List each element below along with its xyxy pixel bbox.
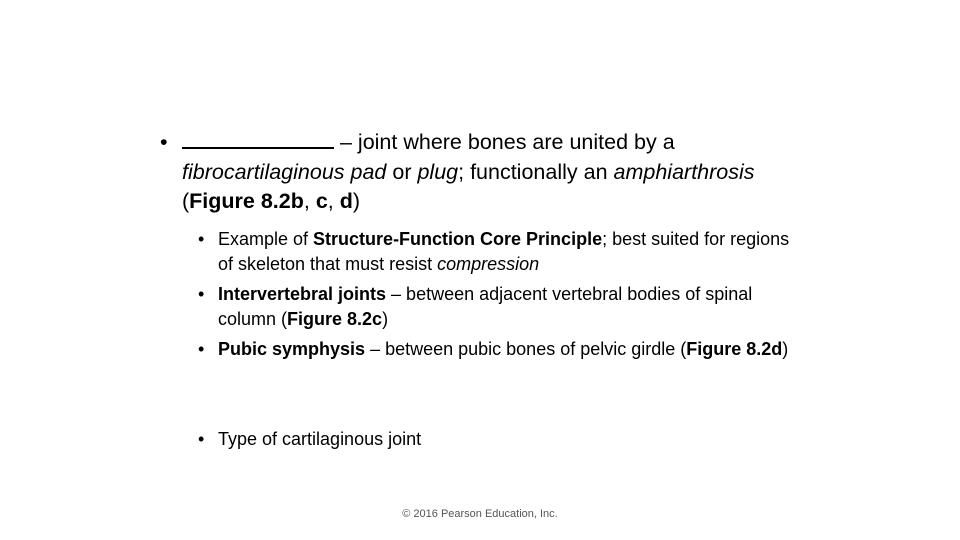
- list-item: [198, 337, 798, 362]
- paren-close: ): [382, 308, 389, 329]
- item-pre-text: Example of: [218, 229, 314, 249]
- paren-close: ): [782, 339, 789, 359]
- figure-ref: Figure 8.2c: [287, 308, 383, 329]
- bullet-icon: •: [198, 229, 205, 249]
- main-bullet: [160, 128, 760, 217]
- item-italic-term: compression: [437, 253, 540, 274]
- paren-open: (: [182, 189, 190, 213]
- item-post-text: ; best suited for regions of skeleton that must resist: [218, 229, 790, 274]
- main-bullet-text: [182, 128, 760, 217]
- sub-bullet-list-2: [198, 427, 798, 458]
- item-post-text: – between pubic bones of pelvic girdle (: [365, 339, 687, 359]
- comma-1: ,: [303, 189, 316, 213]
- text-functionally: ; functionally an: [458, 159, 608, 184]
- list-item: [198, 427, 798, 452]
- figure-ref: Figure 8.2b: [189, 189, 304, 213]
- sub-bullet-list: [198, 227, 798, 368]
- item-bold-term: Structure-Function Core Principle: [313, 229, 603, 249]
- paren-close: ): [352, 189, 361, 213]
- item-bold-term: Pubic symphysis: [218, 339, 366, 359]
- term-amphiarthrosis: amphiarthrosis: [613, 159, 755, 184]
- item-bold-term: Intervertebral joints: [218, 284, 387, 304]
- item-post-text: – between adjacent vertebral bodies of spinal column (: [218, 284, 753, 329]
- main-dash-text: – joint where bones are united by a: [339, 130, 675, 154]
- figure-ref-d: d: [339, 189, 353, 213]
- copyright-footer: © 2016 Pearson Education, Inc.: [402, 508, 558, 520]
- term-fibrocartilaginous: fibrocartilaginous pad: [182, 159, 387, 184]
- figure-ref: Figure 8.2d: [686, 339, 783, 359]
- bullet-icon: •: [198, 284, 205, 304]
- term-plug: plug: [417, 159, 459, 184]
- bullet-icon: •: [160, 130, 168, 154]
- bullet-icon: •: [198, 429, 205, 449]
- figure-ref-c: c: [315, 189, 328, 213]
- item-text: Type of cartilaginous joint: [218, 429, 422, 449]
- fill-in-blank: [182, 128, 334, 149]
- comma-2: ,: [327, 189, 340, 213]
- bullet-icon: •: [198, 339, 205, 359]
- text-or: or: [386, 159, 418, 184]
- list-item: [198, 227, 798, 276]
- list-item: [198, 282, 798, 331]
